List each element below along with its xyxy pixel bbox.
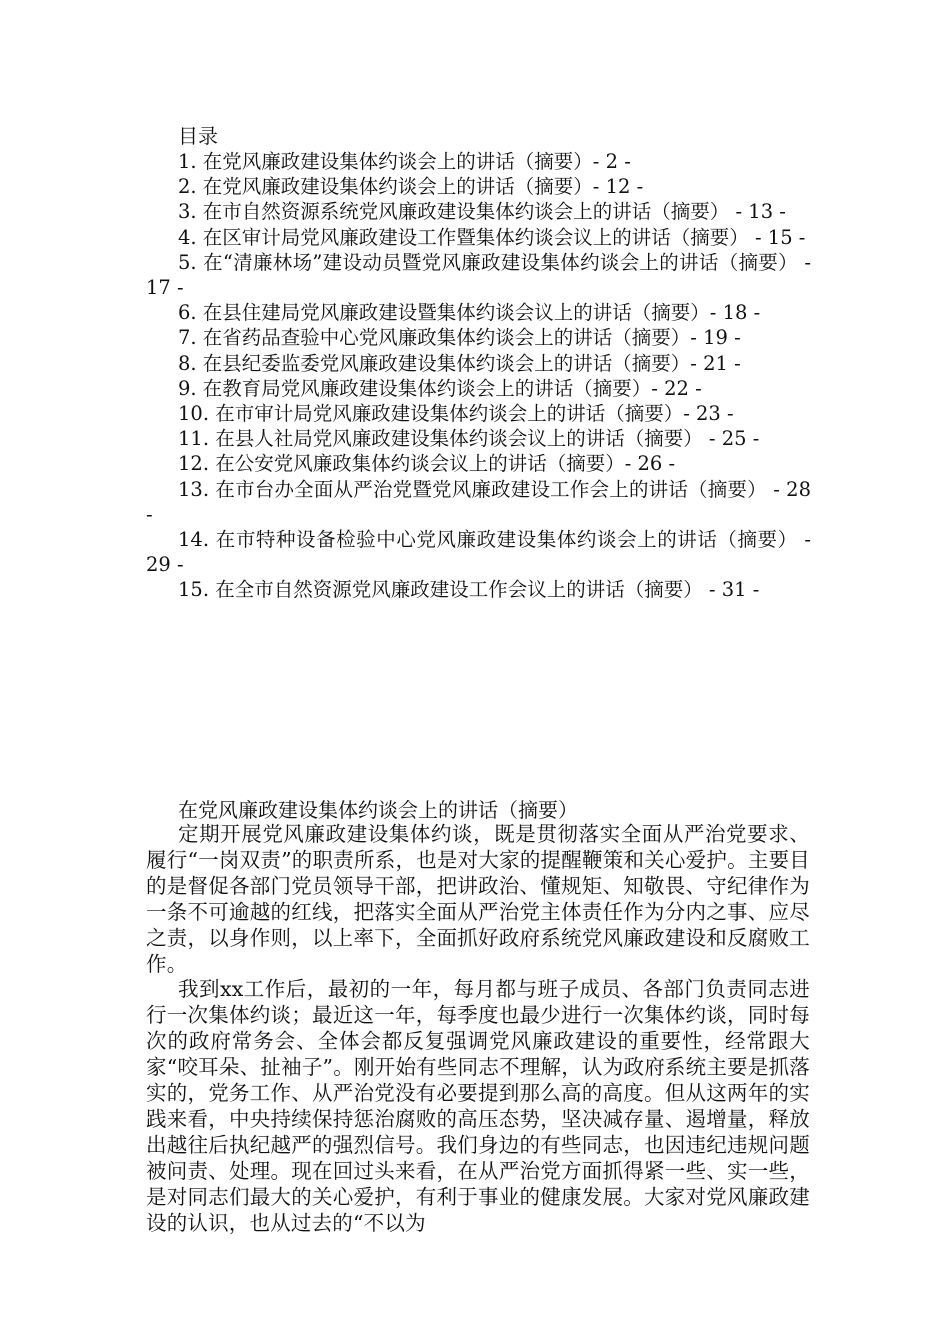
toc-item: 13. 在市台办全面从严治党暨党风廉政建设工作会上的讲话（摘要） - 28 - (146, 477, 811, 526)
toc-item: 10. 在市审计局党风廉政建设集体约谈会上的讲话（摘要）- 23 - (178, 402, 734, 426)
toc-item: 12. 在公安党风廉政集体约谈会议上的讲话（摘要）- 26 - (178, 452, 676, 476)
toc-item: 14. 在市特种设备检验中心党风廉政建设集体约谈会上的讲话（摘要） - 29 - (146, 528, 811, 577)
toc-item: 1. 在党风廉政建设集体约谈会上的讲话（摘要）- 2 - (178, 150, 631, 173)
toc-title: 目录 (178, 124, 218, 148)
body-paragraph: 我到xx工作后，最初的一年，每月都与班子成员、各部门负责同志进行一次集体约谈；最近这一年，每季度也最少进行一次集体约谈，同时每次的政府常务会、全体会都反复强调党风廉政建设的重要性，经常跟大家“咬耳朵、扯袖子”。刚开始有些同志不理解，认为政府系统主要是抓落实的，党务工作、从严治党没有必要提到那么高的高度。但从这两年的实践来看，中央持续保持惩治腐败的高压态势，坚决减存量、遏增量，释放出越往后执纪越严的强烈信号。我们身边的有些同志，也因违纪违规问题被问责、处理。现在回过头来看，在从严治党方面抓得紧一些、实一些，是对同志们最大的关心爱护，有利于事业的健康发展。大家对党风廉政建设的认识，也从过去的“不以为 (146, 977, 810, 1235)
table-of-contents (146, 149, 811, 603)
body-paragraph: 定期开展党风廉政建设集体约谈，既是贯彻落实全面从严治党要求、履行“一岗双责”的职责所系，也是对大家的提醒鞭策和关心爱护。主要目的是督促各部门党员领导干部，把讲政治、懂规矩、知敬畏、守纪律作为一条不可逾越的红线，把落实全面从严治党主体责任作为分内之事、应尽之责，以身作则，以上率下，全面抓好政府系统党风廉政建设和反腐败工作。 (146, 822, 810, 976)
toc-item: 15. 在全市自然资源党风廉政建设工作会议上的讲话（摘要） - 31 - (178, 578, 760, 602)
toc-item: 9. 在教育局党风廉政建设集体约谈会上的讲话（摘要）- 22 - (178, 376, 702, 400)
toc-item: 7. 在省药品查验中心党风廉政集体约谈会上的讲话（摘要）- 19 - (178, 326, 741, 350)
toc-item: 4. 在区审计局党风廉政建设工作暨集体约谈会议上的讲话（摘要） - 15 - (178, 225, 806, 249)
toc-item: 2. 在党风廉政建设集体约谈会上的讲话（摘要）- 12 - (178, 175, 644, 199)
section-heading: 在党风廉政建设集体约谈会上的讲话（摘要） (178, 798, 578, 822)
toc-item: 8. 在县纪委监委党风廉政建设集体约谈会上的讲话（摘要）- 21 - (178, 351, 741, 375)
toc-item: 11. 在县人社局党风廉政建设集体约谈会议上的讲话（摘要） - 25 - (178, 427, 760, 451)
toc-item: 5. 在“清廉林场”建设动员暨党风廉政建设集体约谈会上的讲话（摘要） - 17 - (146, 250, 811, 300)
speech-body (146, 822, 810, 1237)
toc-item: 3. 在市自然资源系统党风廉政建设集体约谈会上的讲话（摘要） - 13 - (178, 200, 786, 224)
toc-item: 6. 在县住建局党风廉政建设暨集体约谈会议上的讲话（摘要）- 18 - (178, 301, 761, 325)
